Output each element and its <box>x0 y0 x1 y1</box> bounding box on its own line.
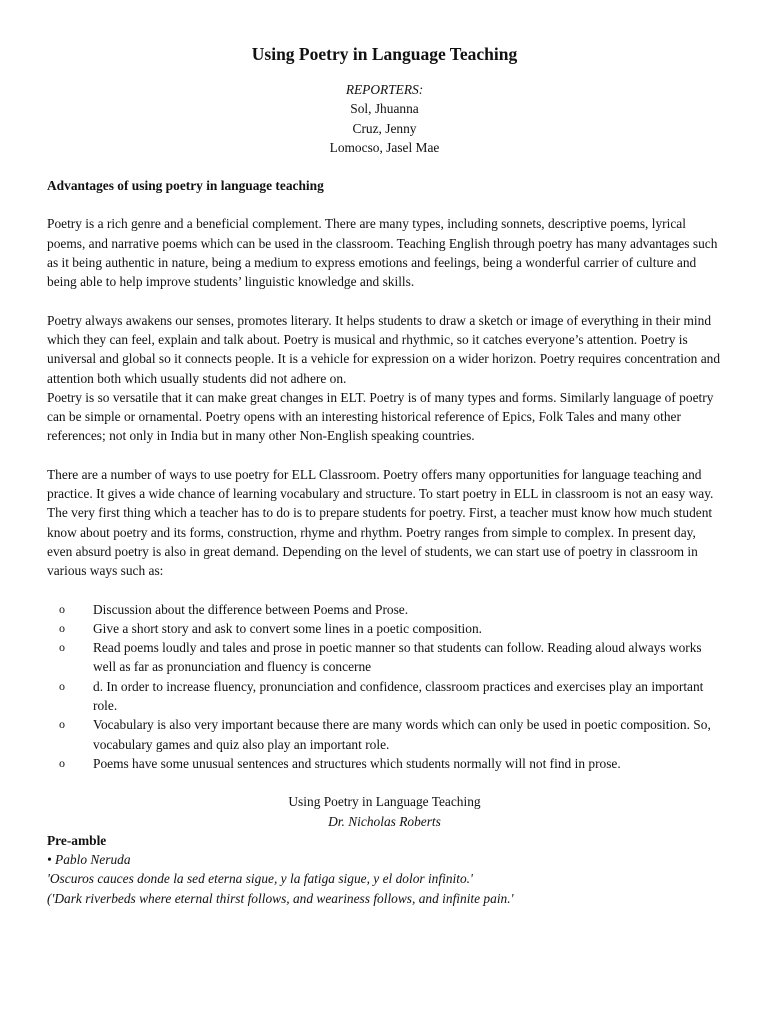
bullet-marker: o <box>59 620 65 635</box>
reporter-name: Sol, Jhuanna <box>350 101 419 117</box>
second-title: Using Poetry in Language Teaching <box>288 794 481 810</box>
list-item <box>47 638 722 677</box>
bullet-marker: o <box>59 640 65 655</box>
list-item <box>47 600 722 619</box>
preamble-line: ('Dark riverbeds where eternal thirst follows, and weariness follows, and infinite pain.' <box>47 890 514 906</box>
paragraph: There are a number of ways to use poetry for ELL Classroom. Poetry offers many opportunities for language teaching and practice. It gives a wide chance of learning vocabulary and structure. To start poetry in ELL in classroom is not an easy way. The very first thing which a teacher has to do is to prepare students for poetry. First, a teacher must know how much student know about poetry and its forms, construction, rhyme and rhythm. Poetry ranges from simple to complex. In present day, even absurd poetry is also in great demand. Depending on the level of students, we can start use of poetry in classroom in various ways such as: <box>47 466 714 579</box>
section-heading: Advantages of using poetry in language teaching <box>47 178 324 194</box>
bullet-list <box>47 600 722 774</box>
preamble-line: • Pablo Neruda <box>47 852 131 868</box>
list-item <box>47 677 722 716</box>
list-item <box>47 754 722 773</box>
reporter-name: Lomocso, Jasel Mae <box>329 139 440 155</box>
bullet-marker: o <box>59 601 65 616</box>
list-item-text: Give a short story and ask to convert some lines in a poetic composition. <box>93 620 482 636</box>
second-author: Dr. Nicholas Roberts <box>328 813 441 829</box>
reporters-label: REPORTERS: <box>345 82 424 97</box>
list-item <box>47 619 722 638</box>
paragraph: Poetry is so versatile that it can make great changes in ELT. Poetry is of many types and forms. Similarly language of poetry can be simple or ornamental. Poetry opens with an interesting historical reference of Epics, Folk Tales and many other references; not only in India but in many other Non-English speaking countries. <box>47 389 714 444</box>
reporter-name: Cruz, Jenny <box>352 120 417 136</box>
list-item-text: d. In order to increase fluency, pronunciation and confidence, classroom practices and exercises play an important role. <box>93 678 704 714</box>
list-item-text: Vocabulary is also very important because there are many words which can only be used in poetic composition. So, vocabulary games and quiz also play an important role. <box>93 717 711 752</box>
bullet-marker: o <box>59 717 65 732</box>
bullet-marker: o <box>59 755 65 770</box>
preamble-heading: Pre-amble <box>47 832 107 848</box>
list-item-text: Discussion about the difference between Poems and Prose. <box>93 601 409 617</box>
list-item <box>47 715 722 754</box>
paragraph: Poetry is a rich genre and a beneficial complement. There are many types, including sonnets, descriptive poems, lyrical poems, and narrative poems which can be used in the classroom. Teaching English through poetry has many advantages such as it being authentic in nature, being a medium to express emotions and feelings, being a wonderful carrier of culture and being able to help improve students’ linguistic knowledge and skills. <box>47 216 718 290</box>
bullet-marker: o <box>59 678 65 693</box>
preamble-line: 'Oscuros cauces donde la sed eterna sigue, y la fatiga sigue, y el dolor infinito.' <box>47 871 473 887</box>
list-item-text: Read poems loudly and tales and prose in poetic manner so that students can follow. Reading aloud always works well as far as pronunciation and fluency is concerne <box>93 640 702 675</box>
paragraph: Poetry always awakens our senses, promotes literary. It helps students to draw a sketch or image of everything in their mind which they can feel, explain and talk about. Poetry is musical and rhythmic, so it catches everyone’s attention. Poetry is universal and global so it connects people. It is a vehicle for expression on a wider horizon. Poetry requires concentration and attention both which usually students did not adhere on. <box>47 312 721 386</box>
list-item-text: Poems have some unusual sentences and structures which students normally will not find in prose. <box>93 755 621 771</box>
document-title: Using Poetry in Language Teaching <box>251 44 518 64</box>
reporters-block <box>47 80 722 157</box>
